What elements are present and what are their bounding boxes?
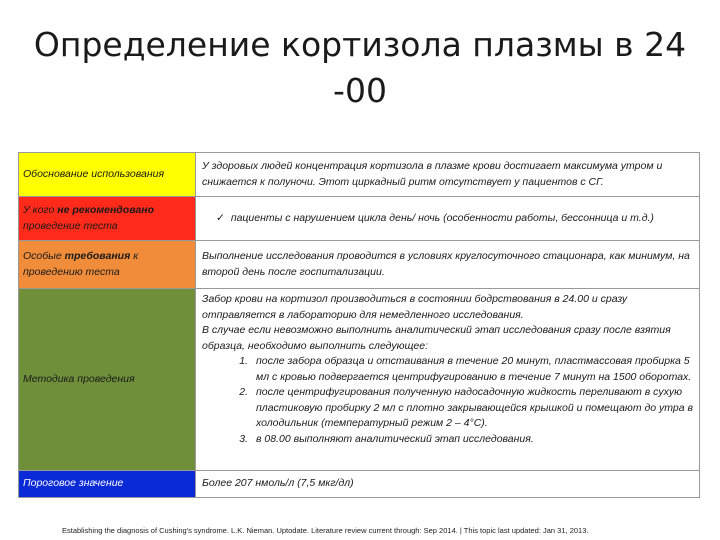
method-step-number: 2. [239,386,248,398]
method-step [202,354,693,385]
method-label-text: Методика проведения [23,372,135,385]
not-recommended-label [19,197,196,241]
row-threshold [19,471,700,498]
threshold-label-text: Пороговое значение [23,477,124,490]
method-label [19,289,196,471]
not-recommended-label-suffix: проведение теста [23,219,118,232]
cortisol-test-table [18,152,700,498]
requirements-content [196,241,700,289]
row-method [19,289,700,471]
requirements-label [19,241,196,289]
method-steps [202,354,693,447]
not-recommended-label-prefix: У кого [23,204,58,216]
rationale-label [19,153,196,197]
row-requirements [19,241,700,289]
rationale-content [196,153,700,197]
method-step [202,385,693,432]
rationale-content-text: У здоровых людей концентрация кортизола в плазме крови достигает максимума утром и снижается к полуночи. Этот циркадный ритм отсутствует у пациентов с СГ. [202,160,663,188]
method-step [202,432,693,448]
requirements-content-text: Выполнение исследования проводится в условиях круглосуточного стационара, как минимум, на второй день после госпитализации. [202,250,690,278]
not-recommended-content [196,197,700,241]
not-recommended-label-bold: не рекомендовано [57,204,154,216]
method-step-text: после центрифугирования полученную надосадочную жидкость переливают в сухую пластиковую пробирку 2 мл с плотно закрывающейся крышкой и помещают до утра в холодильник (температурный режим 2 – 4°С). [256,386,693,429]
row-not-recommended [19,197,700,241]
rationale-label-text: Обоснование использования [23,167,165,180]
method-condition: В случае если невозможно выполнить аналитический этап исследования сразу после взятия образца, необходимо выполнить следующее: [202,324,671,352]
requirements-label-bold: требования [64,250,131,262]
method-step-number: 1. [239,355,248,367]
checkmark-icon: ✓ [216,211,225,224]
row-rationale [19,153,700,197]
citation-footer: Establishing the diagnosis of Cushing's syndrome. L.K. Nieman. Uptodate. Literature review current through: Sep 2014. | This topic last updated: Jan 31, 2013. [62,526,589,535]
slide-title: Определение кортизола плазмы в 24 -00 [33,25,687,110]
not-recommended-content-text: пациенты с нарушением цикла день/ ночь (особенности работы, бессонница и т.д.) [230,211,654,224]
method-intro: Забор крови на кортизол производиться в состоянии бодрствования в 24.00 и сразу отправляется в лабораторию для немедленного исследования. [202,293,628,321]
method-step-text: после забора образца и отстаивания в течение 20 минут, пластмассовая пробирка 5 мл с кровью подвергается центрифугированию в течение 7 минут на 1500 оборотах. [256,355,692,383]
threshold-content [196,471,700,498]
method-step-text: в 08.00 выполняют аналитический этап исследования. [256,432,534,445]
requirements-label-suffix: к проведению теста [23,250,139,278]
requirements-label-prefix: Особые [23,250,65,262]
threshold-content-text: Более 207 нмоль/л (7,5 мкг/дл) [202,477,354,490]
method-step-number: 3. [239,432,248,445]
method-content [196,289,700,471]
threshold-label [19,471,196,498]
